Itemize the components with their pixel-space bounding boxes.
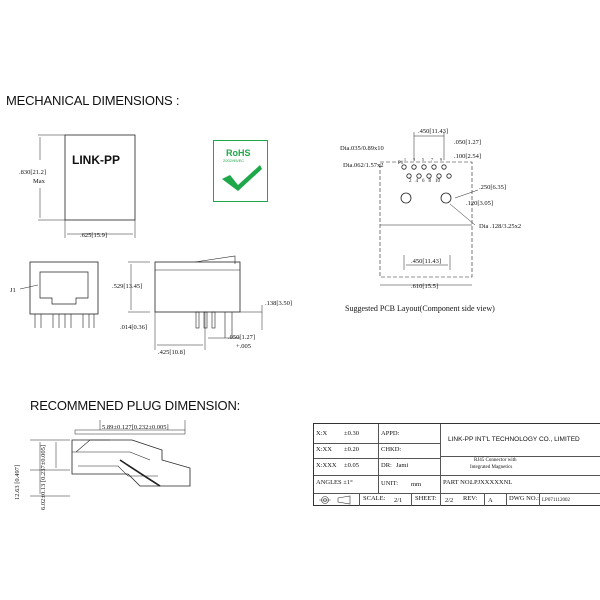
pin-number: 8: [428, 179, 431, 184]
scale-value: 2/1: [394, 497, 403, 504]
part-no: LPJXXXXXNL: [470, 479, 513, 486]
unit-value: mm: [411, 481, 422, 488]
dr-name: Jami: [396, 462, 409, 469]
pcb-top-width: .450[11.43]: [418, 128, 449, 135]
rev-value: A: [488, 497, 493, 504]
pin-number: 6: [422, 179, 425, 184]
height-dimension: .830[21.2]: [19, 169, 47, 176]
checkmark-icon: [220, 163, 264, 199]
pin-number: 1: [404, 157, 406, 162]
pin-number: 10: [435, 179, 440, 184]
hole-small-label: Dia.035/0.89x10: [340, 145, 384, 152]
hole-med-label: Dia.062/1.57x2: [343, 162, 384, 169]
brand-label: LINK-PP: [72, 153, 120, 167]
j1-label: J1: [10, 287, 16, 294]
tol-xx-val: ±0.20: [344, 446, 359, 453]
angles: ANGLES ±1°: [316, 479, 353, 486]
p1-label: P1: [398, 161, 404, 166]
pcb-caption: Suggested PCB Layout(Component side view): [345, 304, 495, 313]
pcb-row-gap: .100[2.54]: [454, 153, 482, 160]
front-view-outline: [65, 135, 135, 220]
pin-length-dimension: .138[3.50]: [265, 300, 293, 307]
tol-xx: X:XX: [316, 446, 332, 453]
mechanical-dimensions-heading: MECHANICAL DIMENSIONS :: [6, 93, 180, 108]
description-line-2: Integrated Magnetics: [470, 465, 513, 470]
led-offset: .250[6.35]: [479, 184, 507, 191]
dwg-number: LP071112002: [542, 498, 570, 503]
part-no-label: PART NO.: [443, 479, 472, 486]
offset-dimension: .014[0.36]: [120, 324, 148, 331]
plug-height-a: 12.63 [0.497]: [14, 464, 21, 500]
pin-number: 5: [422, 157, 424, 162]
post-offset: .120[3.05]: [466, 200, 494, 207]
jack-side-outline: [155, 262, 240, 312]
sheet-label: SHEET:: [415, 495, 437, 502]
appd-label: APPD:: [381, 430, 400, 437]
pin-number: 4: [415, 179, 418, 184]
plug-length: 5.89±0.127[0.232±0.005]: [102, 424, 169, 431]
pin-tolerance: +.005: [236, 343, 252, 350]
pin-number: 9: [440, 157, 442, 162]
depth-dimension: .425[10.8]: [158, 349, 186, 356]
unit-label: UNIT:: [381, 480, 399, 487]
pcb-pitch: .050[1.27]: [454, 139, 482, 146]
height-note: Max: [33, 178, 45, 185]
pcb-total-width: .610[15.5]: [411, 283, 439, 290]
pin-pitch-dimension: .050[1.27]: [228, 334, 256, 341]
side-height-dimension: .529[13.45]: [112, 283, 143, 290]
pin-number-row: [409, 179, 440, 184]
description-line-1: RJ45 Connector with: [474, 458, 517, 463]
rohs-badge: [213, 140, 268, 202]
pin-number: 3: [413, 157, 415, 162]
tol-x-val: ±0.30: [344, 430, 359, 437]
plug-dimension-heading: RECOMMENED PLUG DIMENSION:: [30, 398, 241, 413]
width-dimension: .625[15.9]: [80, 232, 108, 239]
rev-label: REV:: [463, 495, 478, 502]
plug-height-b: 6.02±0.13 [0.237±0.005]: [40, 444, 47, 510]
title-block: [313, 423, 600, 506]
dr-label: DR:: [381, 462, 392, 469]
pin-number: 2: [409, 179, 412, 184]
rohs-subtitle: 2002/95/EC: [223, 158, 245, 163]
tol-xxx-val: ±0.05: [344, 462, 359, 469]
plug-outline: [72, 440, 190, 486]
chkd-label: CHKD:: [381, 446, 402, 453]
projection-symbol-icon: [318, 495, 354, 505]
dwg-label: DWG NO.:: [509, 495, 539, 502]
post-hole-label: Dia .128/3.25x2: [479, 223, 522, 230]
tol-x: X:X: [316, 430, 328, 437]
tol-xxx: X:XXX: [316, 462, 337, 469]
pin-number-row-top: [404, 157, 442, 162]
rohs-title: RoHS: [226, 148, 251, 158]
sheet-value: 2/2: [445, 497, 454, 504]
scale-label: SCALE:: [363, 495, 386, 502]
post-span: .450[11.43]: [411, 258, 442, 265]
company-name: LINK-PP INT'L TECHNOLOGY CO., LIMITED: [448, 436, 580, 443]
pin-number: 7: [431, 157, 433, 162]
